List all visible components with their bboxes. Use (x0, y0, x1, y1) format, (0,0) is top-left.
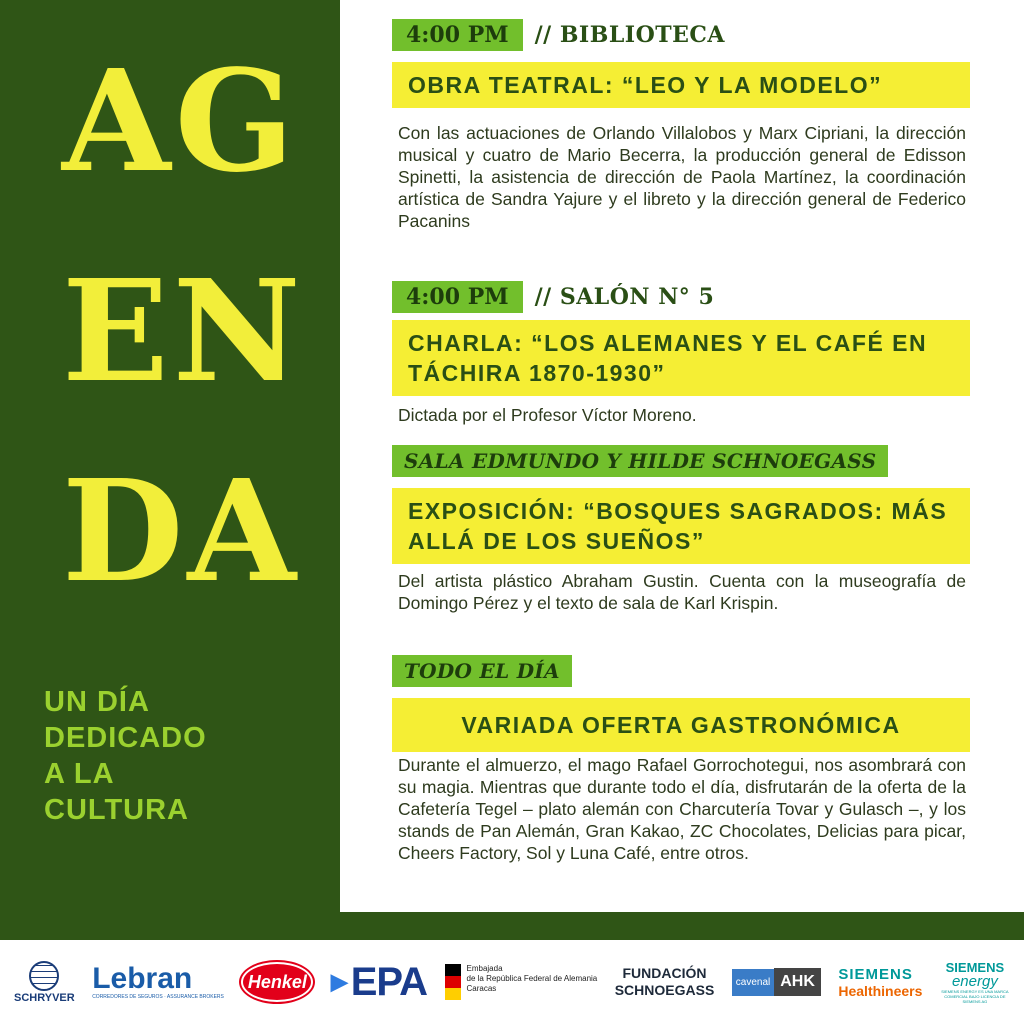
event-3-header (392, 444, 888, 478)
event-4-description: Durante el almuerzo, el mago Rafael Gorrochotegui, nos asombrará con su magia. Mientras que durante todo el día, disfrutarán de la oferta de la Cafetería Tegel – plato alemán con Charcutería Tovar y Gulasch –, y los stands de Pan Alemán, Gran Kakao, ZC Chocolates, Delicias para picar, Cheers Factory, Sol y Luna Café, entre otros. (398, 755, 966, 863)
event-place-tag: TODO EL DÍA (392, 655, 572, 687)
event-4-header (392, 654, 572, 688)
sponsor-text: Caracas (466, 984, 497, 993)
sponsors-bar (0, 940, 1024, 1024)
sponsor-text: de la República Federal de Alemania (466, 974, 598, 983)
event-4-title: VARIADA OFERTA GASTRONÓMICA (392, 698, 970, 752)
bottom-strip (340, 912, 1024, 940)
event-2-header (392, 280, 714, 314)
title-agenda-line3: DA (62, 450, 301, 614)
tagline (44, 684, 324, 828)
tagline-line: DEDICADO (44, 722, 207, 754)
sponsor-name: EPA (350, 959, 428, 1004)
embajada-logo (445, 964, 598, 1000)
sponsor-text: SIEMENS (945, 959, 1005, 975)
event-place-tag: SALA EDMUNDO Y HILDE SCHNOEGASS (392, 445, 888, 477)
event-place: // SALÓN N° 5 (534, 284, 715, 310)
siemens-energy-logo (940, 961, 1010, 1004)
event-time-tag: 4:00 PM (392, 19, 523, 51)
sponsor-text: SIEMENS (838, 965, 913, 983)
tagline-line: UN DÍA (44, 686, 150, 718)
cavenal-ahk-logo (732, 968, 821, 996)
triangle-icon: ▶ (330, 969, 347, 994)
event-3-description: Del artista plástico Abraham Gustin. Cuenta con la museografía de Domingo Pérez y el texto de sala de Karl Krispin. (398, 571, 966, 613)
epa-logo (331, 960, 427, 1005)
sponsor-text: FUNDACIÓN (622, 965, 707, 981)
event-2-description: Dictada por el Profesor Víctor Moreno. (398, 405, 697, 425)
event-1-header (392, 18, 725, 52)
event-3-title: EXPOSICIÓN: “BOSQUES SAGRADOS: MÁS ALLÁ DE LOS SUEÑOS” (392, 488, 970, 564)
schryver-logo (14, 961, 75, 1004)
sponsor-subtitle: CORREDORES DE SEGUROS · ASSURANCE BROKERS (92, 994, 224, 1000)
event-place: // BIBLIOTECA (534, 22, 725, 48)
sponsor-text: SCHNOEGASS (614, 982, 715, 998)
event-2-title: CHARLA: “LOS ALEMANES Y EL CAFÉ EN TÁCHIRA 1870-1930” (392, 320, 970, 396)
title-agenda-line2: EN (62, 250, 305, 414)
globe-icon (29, 961, 59, 991)
sponsor-text: energy (951, 972, 998, 990)
sponsor-text: cavenal (732, 969, 774, 996)
sponsor-text: SIEMENS ENERGY ES UNA MARCA COMERCIAL BAJO LICENCIA DE SIEMENS AG (941, 988, 1009, 1004)
sponsor-name: SCHRYVER (14, 991, 75, 1004)
siemens-healthineers-logo (838, 966, 922, 999)
sponsor-text: Embajada (466, 964, 503, 973)
fundacion-schnoegass-logo (615, 965, 715, 999)
sponsor-text: AHK (774, 968, 821, 996)
tagline-line: CULTURA (44, 794, 189, 826)
sponsor-name: Lebran (92, 962, 193, 995)
lebran-logo (92, 964, 224, 1000)
sponsor-text: Healthineers (838, 982, 923, 999)
title-agenda-line1: AG (62, 40, 299, 204)
tagline-line: A LA (44, 758, 115, 790)
event-1-description: Con las actuaciones de Orlando Villalobos y Marx Cipriani, la dirección musical y cuatro de Mario Becerra, la producción general de Edisson Spinetti, la asistencia de dirección de Paola Martínez, la coordinación artística de Sandra Yajure y el libreto y la dirección general de Federico Pacanins (398, 123, 966, 231)
event-time-tag: 4:00 PM (392, 281, 523, 313)
henkel-logo: Henkel (241, 962, 313, 1002)
event-1-title: OBRA TEATRAL: “LEO Y LA MODELO” (392, 62, 970, 108)
german-flag-icon (445, 964, 461, 1000)
